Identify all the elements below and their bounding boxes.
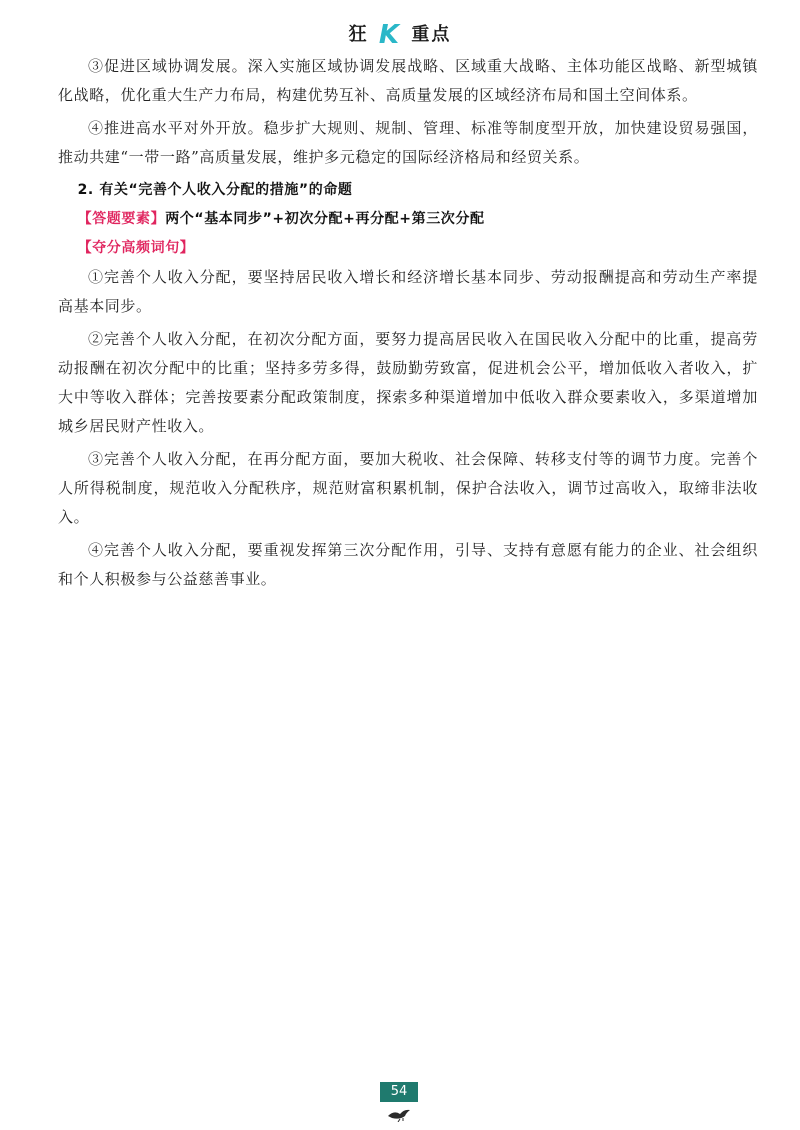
page-number-badge: 54 [380,1082,418,1102]
paragraph-income-4: ④完善个人收入分配，要重视发挥第三次分配作用，引导、支持有意愿有能力的企业、社会组织和个人积极参与公益慈善事业。 [58,541,758,588]
page-header [0,20,800,50]
paragraph-income-3: ③完善个人收入分配，在再分配方面，要加大税收、社会保障、转移支付等的调节力度。完善个人所得税制度，规范收入分配秩序，规范财富积累机制，保护合法收入，调节过高收入，取缔非法收入。 [58,450,758,526]
paragraph-income-1: ①完善个人收入分配，要坚持居民收入增长和经济增长基本同步、劳动报酬提高和劳动生产率提高基本同步。 [58,268,758,315]
k-logo: K [378,20,402,50]
header-left-text: 狂 [348,24,369,45]
header-right-text: 重点 [411,24,452,45]
key-points-line [58,205,758,234]
key-points-text: 两个“基本同步”+初次分配+再分配+第三次分配 [165,211,485,227]
bird-icon [386,1106,412,1122]
paragraph-regional-development: ③促进区域协调发展。深入实施区域协调发展战略、区域重大战略、主体功能区战略、新型城镇化战略，优化重大生产力布局，构建优势互补、高质量发展的区域经济布局和国土空间体系。 [58,57,758,104]
phrases-tag: 【夺分高频词句】 [77,240,195,256]
paragraph-opening-up: ④推进高水平对外开放。稳步扩大规则、规制、管理、标准等制度型开放，加快建设贸易强国，推动共建“一带一路”高质量发展，维护多元稳定的国际经济格局和经贸关系。 [58,119,758,166]
section-heading: 2. 有关“完善个人收入分配的措施”的命题 [77,182,353,198]
key-points-tag: 【答题要素】 [77,211,166,227]
page-content [58,52,758,598]
phrases-line [58,234,758,263]
paragraph-income-2: ②完善个人收入分配，在初次分配方面，要努力提高居民收入在国民收入分配中的比重，提高劳动报酬在初次分配中的比重；坚持多劳多得，鼓励勤劳致富，促进机会公平，增加低收入者收入，扩大中等收入群体；完善按要素分配政策制度，探索多种渠道增加中低收入群众要素收入，多渠道增加城乡居民财产性收入。 [58,330,758,435]
